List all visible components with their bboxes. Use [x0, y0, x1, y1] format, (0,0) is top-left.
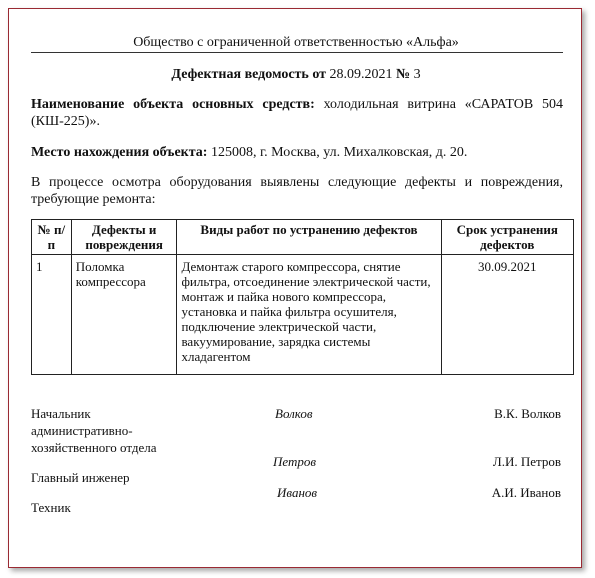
- signature-2: Петров: [273, 454, 317, 469]
- row-works: Демонтаж старого компрессора, снятие фильтра, отсоединение электрической части, монтаж и пайка нового компрессора, установка и пайка фильтра осушителя, подключение электрической части, вакуумирование, зарядка системы хладагентом: [177, 255, 441, 375]
- signatory-name-1: В.К. Волков: [494, 406, 561, 421]
- signatory-position-1: Начальник административно-хозяйственного отдела: [31, 406, 157, 455]
- header-number: № п/п: [32, 220, 72, 255]
- organization-name: Общество с ограниченной ответственностью «Альфа»: [133, 35, 459, 50]
- header-works: Виды работ по устранению дефектов: [177, 220, 441, 255]
- row-number: 1: [32, 255, 72, 375]
- row-deadline: 30.09.2021: [441, 255, 573, 375]
- object-name-line: Наименование объекта основных средств: холодильная витрина «САРАТОВ 504 (КШ-225)».: [31, 97, 563, 129]
- location-line: Место нахождения объекта: 125008, г. Москва, ул. Михалковская, д. 20.: [31, 145, 468, 160]
- document-page: [8, 8, 582, 568]
- row-defect: Поломка компрессора: [71, 255, 177, 375]
- table-row: [32, 255, 574, 375]
- organization-underline: [31, 52, 563, 53]
- signatory-position-3: Техник: [31, 500, 71, 515]
- signatory-name-3: А.И. Иванов: [491, 485, 561, 500]
- intro-text: В процессе осмотра оборудования выявлены следующие дефекты и повреждения, требующие ремонта:: [31, 175, 563, 207]
- signatory-position-2: Главный инженер: [31, 470, 130, 485]
- table-header-row: [32, 220, 574, 255]
- signature-3: Иванов: [277, 485, 318, 500]
- signatory-name-2: Л.И. Петров: [492, 454, 561, 469]
- header-deadline: Срок устранения дефектов: [441, 220, 573, 255]
- document-title: Дефектная ведомость от 28.09.2021 № 3: [171, 67, 421, 82]
- signature-1: Волков: [275, 406, 313, 421]
- header-defects: Дефекты и повреждения: [71, 220, 177, 255]
- defects-table: [31, 219, 574, 375]
